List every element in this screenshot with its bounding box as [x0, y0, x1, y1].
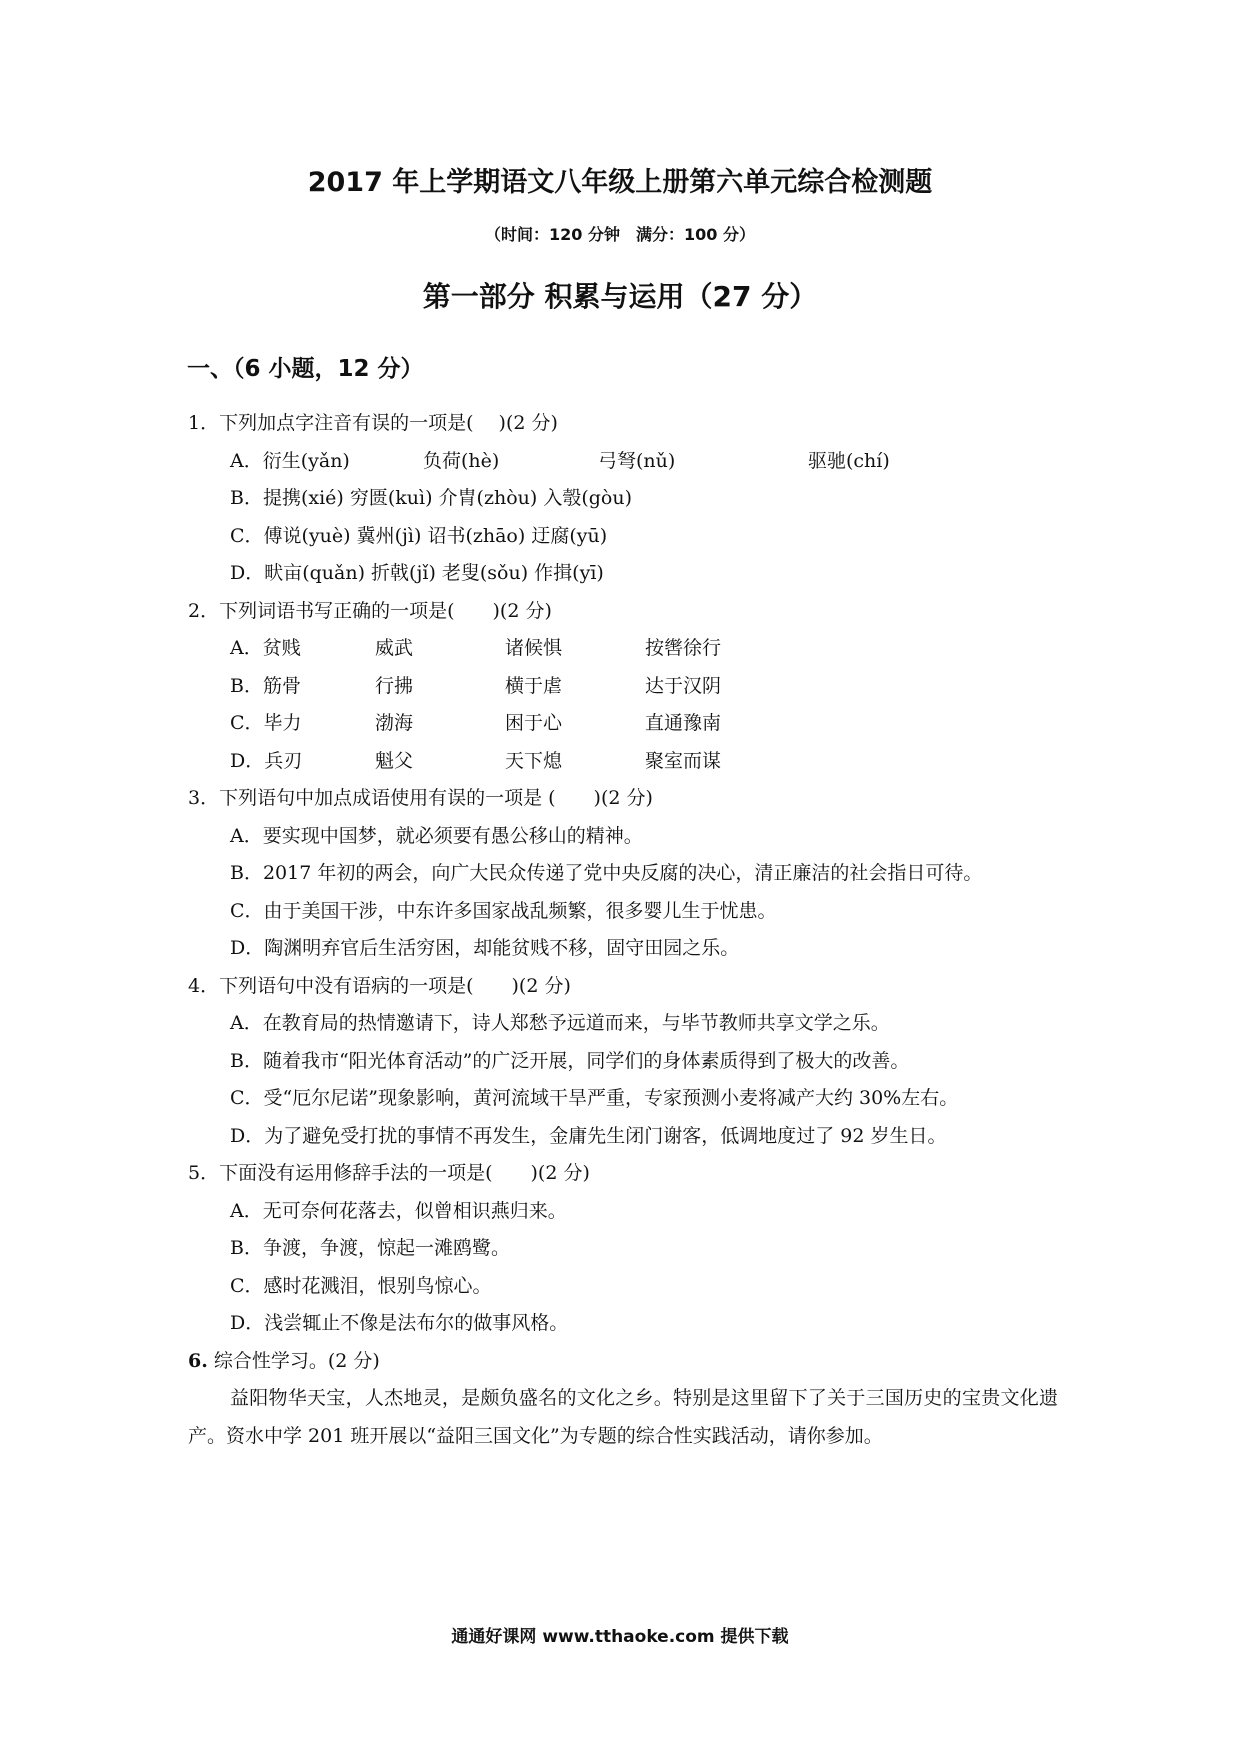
option-b: B．争渡，争渡，惊起一滩鸥鹭。 [230, 1237, 510, 1259]
question-6 [188, 1343, 1058, 1456]
option-d: D．浅尝辄止不像是法布尔的做事风格。 [230, 1312, 569, 1334]
option-b: B．提携(xié) 穷匮(kuì) 介胄(zhòu) 入彀(gòu) [230, 487, 633, 509]
question-stem: 3．下列语句中加点成语使用有误的一项是 ( )(2 分) [188, 787, 653, 809]
option-a: A．在教育局的热情邀请下，诗人郑愁予远道而来，与毕节教师共享文学之乐。 [230, 1012, 890, 1034]
question-list [188, 405, 1058, 1455]
option-a: A．贫贱 威武 诸候惧 按辔徐行 [230, 637, 722, 659]
section-heading: 一、（6 小题，12 分） [187, 356, 424, 382]
option-c: C．由于美国干涉，中东许多国家战乱频繁，很多婴儿生于忧患。 [230, 899, 777, 922]
option-c: C．感时花溅泪，恨别鸟惊心。 [230, 1274, 492, 1297]
question-3 [188, 780, 1058, 968]
question-passage: 益阳物华天宝，人杰地灵，是颇负盛名的文化之乡。特别是这里留下了关于三国历史的宝贵文化遗产。资水中学 201 班开展以“益阳三国文化”为专题的综合性实践活动，请你参加。 [188, 1387, 1058, 1447]
option-d: D．为了避免受打扰的事情不再发生，金庸先生闭门谢客，低调地度过了 92 岁生日。 [230, 1124, 947, 1147]
question-4 [188, 968, 1058, 1156]
question-stem: 1．下列加点字注音有误的一项是( )(2 分) [188, 412, 558, 434]
footer-watermark: 通通好课网 www.tthaoke.com 提供下载 [451, 1627, 789, 1647]
question-1 [188, 405, 1058, 593]
question-5 [188, 1155, 1058, 1343]
option-a: A．要实现中国梦，就必须要有愚公移山的精神。 [230, 824, 643, 847]
option-b: B．随着我市“阳光体育活动”的广泛开展，同学们的身体素质得到了极大的改善。 [230, 1049, 910, 1072]
option-d: D．兵刃 魁父 天下熄 聚室而谋 [230, 749, 722, 772]
part-heading: 第一部分 积累与运用（27 分） [422, 280, 818, 313]
question-number: 6. [188, 1349, 208, 1372]
option-a: A．衍生(yǎn) 负荷(hè) 弓弩(nǔ) 驱驰(chí) [230, 449, 890, 472]
option-a: A．无可奈何花落去，似曾相识燕归来。 [230, 1199, 567, 1222]
question-stem: 4．下列语句中没有语病的一项是( )(2 分) [188, 974, 571, 997]
option-d: D．陶渊明弃官后生活穷困，却能贫贱不移，固守田园之乐。 [230, 937, 740, 959]
question-2 [188, 593, 1058, 781]
exam-info: （时间：120 分钟 满分：100 分） [485, 225, 755, 244]
question-stem: 5．下面没有运用修辞手法的一项是( )(2 分) [188, 1162, 590, 1184]
option-c: C．毕力 渤海 困于心 直通豫南 [230, 712, 722, 734]
option-b: B．筋骨 行拂 横于虐 达于汉阴 [230, 674, 722, 697]
option-c: C．傅说(yuè) 冀州(jì) 诏书(zhāo) 迂腐(yū) [230, 524, 608, 547]
option-d: D．畎亩(quǎn) 折戟(jǐ) 老叟(sǒu) 作揖(yī) [230, 562, 604, 584]
question-stem: 2．下列词语书写正确的一项是( )(2 分) [188, 599, 552, 622]
option-b: B．2017 年初的两会，向广大民众传递了党中央反腐的决心，清正廉洁的社会指日可待。 [230, 862, 983, 884]
question-stem: 6. 综合性学习。(2 分) [188, 1349, 380, 1372]
option-c: C．受“厄尔尼诺”现象影响，黄河流域干旱严重，专家预测小麦将减产大约 30%左右。 [230, 1087, 959, 1109]
page-title: 2017 年上学期语文八年级上册第六单元综合检测题 [307, 167, 933, 198]
